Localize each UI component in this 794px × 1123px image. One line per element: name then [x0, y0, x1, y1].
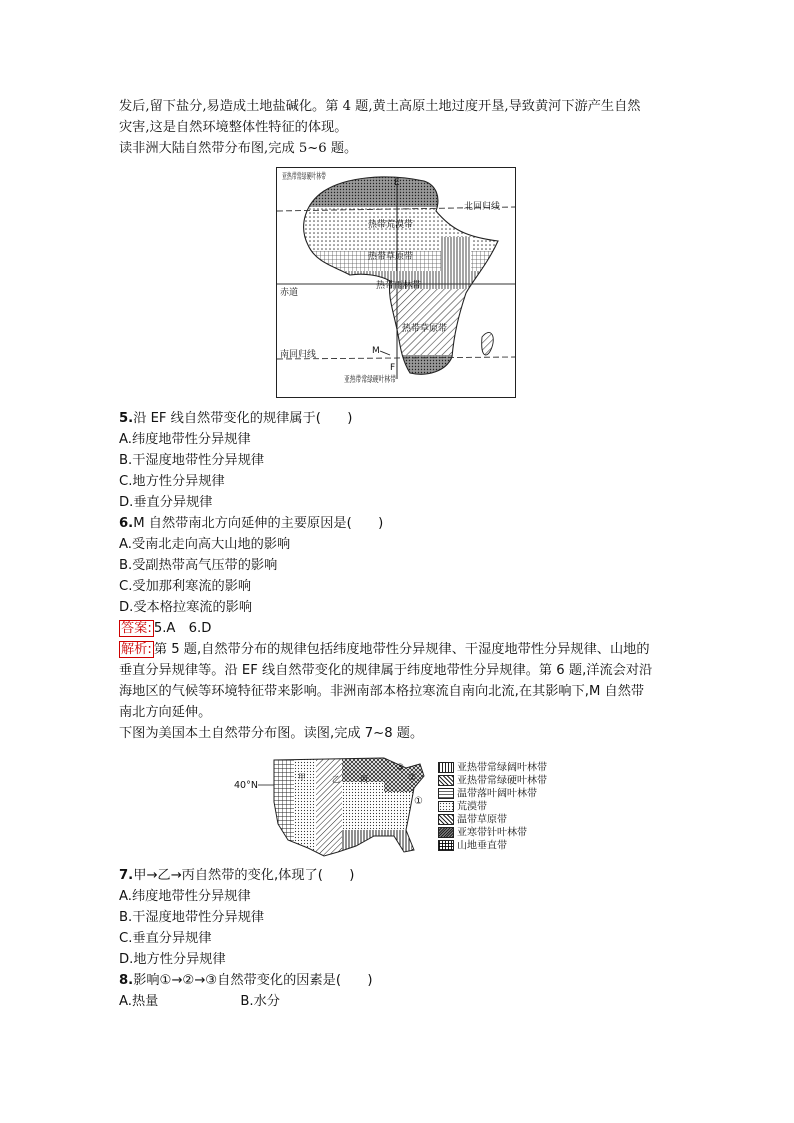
legend-item: 温带落叶阔叶林带 — [438, 788, 537, 800]
analysis-tag: 解析: — [121, 642, 152, 657]
label-subtropical-south: 亚热带常绿硬叶林带 — [344, 375, 421, 385]
question-8: 8.影响①→②→③自然带变化的因素是( ) — [119, 973, 373, 988]
legend-swatch — [438, 840, 454, 851]
option[interactable]: D.地方性分异规律 — [119, 952, 226, 967]
legend-item: 亚寒带针叶林带 — [438, 827, 527, 839]
text-line: 发后,留下盐分,易造成土地盐碱化。第 4 题,黄土高原土地过度开垦,导致黄河下游产生自然 — [119, 99, 641, 114]
option[interactable]: C.地方性分异规律 — [119, 474, 225, 489]
mark-1: ① — [414, 796, 423, 807]
option[interactable]: D.受本格拉寒流的影响 — [119, 600, 253, 615]
answer-tag: 答案: — [121, 621, 152, 636]
answer-line: 答案: 5.A 6.D — [121, 621, 212, 636]
analysis-line: 解析: 第 5 题,自然带分布的规律包括纬度地带性分异规律、干湿度地带性分异规律、山地的 — [121, 642, 650, 657]
label-40n: 40°N — [234, 780, 258, 791]
analysis-line: 海地区的气候等环境特征带来影响。非洲南部本格拉寒流自南向北流,在其影响下,M 自然带 — [119, 684, 645, 699]
label-f: F — [390, 363, 396, 373]
option[interactable]: C.受加那利寒流的影响 — [119, 579, 252, 594]
mark-3: ③ — [396, 763, 405, 773]
label-rainforest: 热带雨林带 — [376, 281, 422, 291]
legend-item: 亚热带常绿阔叶林带 — [438, 762, 547, 774]
question-7: 7.甲→乙→丙自然带的变化,体现了( ) — [119, 868, 355, 883]
question-6: 6.M 自然带南北方向延伸的主要原因是( ) — [119, 516, 384, 531]
legend-swatch — [438, 775, 454, 786]
mark-2: ② — [408, 773, 417, 783]
legend-item: 荒漠带 — [438, 801, 487, 813]
option[interactable]: B.干湿度地带性分异规律 — [119, 910, 265, 925]
option[interactable]: B.水分 — [240, 994, 280, 1009]
label-savanna-north: 热带草原带 — [368, 252, 414, 262]
label-equator: 赤道 — [280, 288, 299, 298]
option[interactable]: C.垂直分异规律 — [119, 931, 212, 946]
label-savanna-south: 热带草原带 — [402, 324, 448, 334]
option[interactable]: B.受副热带高气压带的影响 — [119, 558, 278, 573]
africa-natural-zones-map — [276, 167, 516, 398]
mark-jia: 甲 — [298, 773, 306, 782]
mark-yi: 乙 — [332, 775, 340, 784]
option[interactable]: B.干湿度地带性分异规律 — [119, 453, 265, 468]
us-natural-zones-map — [234, 752, 434, 860]
label-tropic-capricorn: 南回归线 — [280, 350, 317, 360]
legend-swatch — [438, 801, 454, 812]
question-5: 5.沿 EF 线自然带变化的规律属于( ) — [119, 411, 353, 426]
analysis-line: 垂直分异规律等。沿 EF 线自然带变化的规律属于纬度地带性分异规律。第 6 题,洋流会对沿 — [119, 663, 653, 678]
text-line: 灾害,这是自然环境整体性特征的体现。 — [119, 120, 348, 135]
legend-item: 山地垂直带 — [438, 840, 507, 852]
option[interactable]: A.纬度地带性分异规律 — [119, 432, 251, 447]
analysis-line: 南北方向延伸。 — [119, 705, 212, 720]
label-subtropical-north: 亚热带常绿硬叶林带 — [282, 172, 359, 182]
label-desert: 热带荒漠带 — [368, 220, 414, 230]
text-line: 读非洲大陆自然带分布图,完成 5~6 题。 — [119, 141, 358, 156]
option-row — [119, 992, 280, 1012]
label-e: E — [394, 178, 400, 188]
legend-swatch — [438, 762, 454, 773]
legend-item: 温带草原带 — [438, 814, 507, 826]
mark-bing: 丙 — [360, 775, 368, 784]
option[interactable]: A.纬度地带性分异规律 — [119, 889, 251, 904]
legend-swatch — [438, 814, 454, 825]
option[interactable]: D.垂直分异规律 — [119, 495, 213, 510]
legend-item: 亚热带常绿硬叶林带 — [438, 775, 547, 787]
us-map-legend — [438, 762, 578, 858]
legend-swatch — [438, 827, 454, 838]
label-tropic-cancer: 北回归线 — [464, 202, 501, 212]
legend-swatch — [438, 788, 454, 799]
option[interactable]: A.热量 — [119, 994, 159, 1009]
option[interactable]: A.受南北走向高大山地的影响 — [119, 537, 291, 552]
label-m: M — [372, 346, 380, 356]
text-line: 下图为美国本土自然带分布图。读图,完成 7~8 题。 — [119, 726, 424, 741]
